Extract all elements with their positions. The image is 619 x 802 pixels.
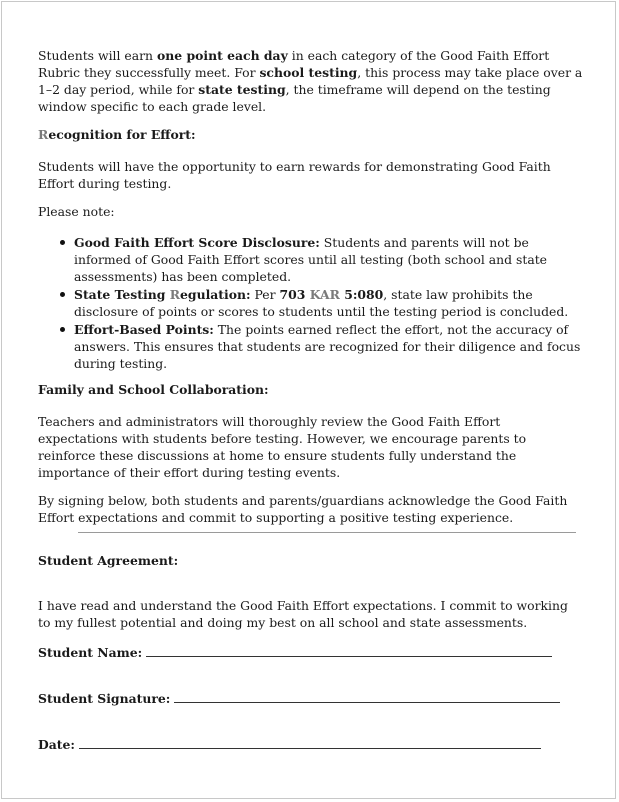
student-signature-field: Student Signature: <box>38 690 560 707</box>
date-field: Date: <box>38 736 541 753</box>
date-line[interactable] <box>79 737 541 749</box>
bold-one-point: one point each day <box>156 48 288 63</box>
list-item: State Testing Regulation: Per 703 KAR 5:080, state law prohibits the disclosure of points or scores to students until the testing period is concluded. <box>74 286 583 320</box>
recognition-heading: Recognition for Effort: <box>38 127 196 142</box>
document-body <box>38 47 583 537</box>
bold-school-testing: school testing <box>259 65 358 80</box>
list-item: Good Faith Effort Score Disclosure: Students and parents will not be informed of Good Faith Effort scores until all testing (both school and state assessments) has been completed. <box>74 234 583 285</box>
please-note-label: Please note: <box>38 204 115 219</box>
notes-list <box>38 234 583 372</box>
acknowledgement-text: By signing below, both students and parents/guardians acknowledge the Good Faith Effort expectations and commit to supporting a positive testing experience. <box>38 493 568 525</box>
points-paragraph: Students will earn one point each day in each category of the Good Faith Effort Rubric they successfully meet. For school testing, this process may take place over a 1–2 day period, while for state testing, the timeframe will depend on the testing window specific to each grade level. <box>38 48 583 114</box>
collaboration-text: Teachers and administrators will thoroughly review the Good Faith Effort expectations with students before testing. However, we encourage parents to reinforce these discussions at home to ensure students fully understand the importance of their effort during testing events. <box>38 414 527 480</box>
list-item: Effort-Based Points: The points earned reflect the effort, not the accuracy of answers. This ensures that students are recognized for their diligence and focus during testing. <box>74 321 583 372</box>
section-divider <box>78 532 576 533</box>
recognition-text: Students will have the opportunity to earn rewards for demonstrating Good Faith Effort during testing. <box>38 159 551 191</box>
student-name-field: Student Name: <box>38 644 552 661</box>
student-agreement-heading: Student Agreement: <box>38 553 179 568</box>
student-agreement-text: I have read and understand the Good Faith Effort expectations. I commit to working to my fullest potential and doing my best on all school and state assessments. <box>38 598 568 630</box>
bold-state-testing: state testing <box>198 82 286 97</box>
collaboration-heading: Family and School Collaboration: <box>38 382 269 397</box>
student-name-line[interactable] <box>146 645 552 657</box>
student-signature-line[interactable] <box>174 691 560 703</box>
